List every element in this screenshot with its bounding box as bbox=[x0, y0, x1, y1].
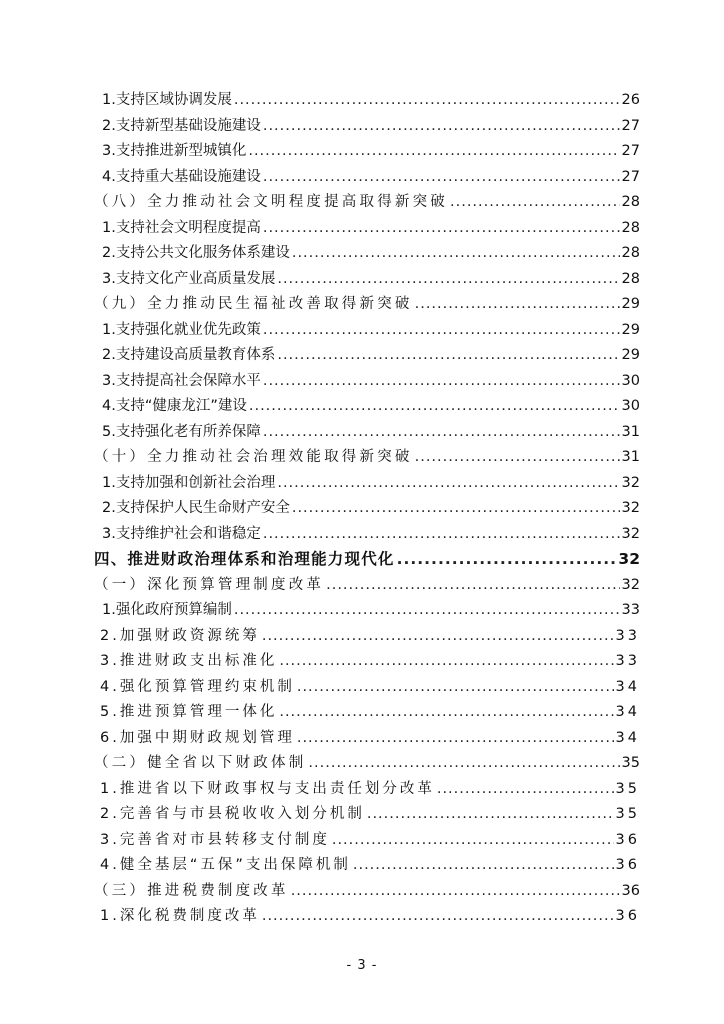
dot-leader bbox=[248, 139, 619, 165]
dot-leader bbox=[263, 369, 620, 395]
toc-entry[interactable] bbox=[94, 267, 640, 293]
toc-entry-page: 35 bbox=[615, 780, 640, 797]
toc-entry-title: 1.支持社会文明程度提高 bbox=[102, 219, 261, 236]
toc-entry-title: 2.支持保护人民生命财产安全 bbox=[102, 500, 290, 516]
toc-entry-page: 28 bbox=[621, 245, 640, 261]
toc-entry-title: 4.健全基层“五保”支出保障机制 bbox=[100, 857, 351, 873]
toc-entry-page: 31 bbox=[621, 449, 640, 465]
dot-leader bbox=[367, 802, 614, 828]
toc-section-entry[interactable] bbox=[94, 751, 640, 777]
dot-leader bbox=[263, 420, 620, 446]
toc-entry[interactable] bbox=[94, 369, 640, 395]
toc-entry-page: 29 bbox=[621, 321, 640, 338]
dot-leader bbox=[353, 853, 614, 879]
dot-leader bbox=[437, 777, 614, 803]
toc-chapter-entry[interactable] bbox=[94, 547, 640, 573]
toc-entry-title: 2.支持新型基础设施建设 bbox=[102, 117, 261, 134]
toc-entry[interactable] bbox=[94, 88, 640, 114]
toc-entry[interactable] bbox=[94, 649, 640, 675]
toc-entry-page: 27 bbox=[621, 117, 640, 134]
toc-entry-title: （二）健全省以下财政体制 bbox=[94, 755, 307, 771]
toc-entry[interactable] bbox=[94, 700, 640, 726]
toc-entry-page: 34 bbox=[615, 704, 640, 720]
dot-leader bbox=[332, 828, 614, 854]
toc-section-entry[interactable] bbox=[94, 190, 640, 216]
toc-entry-title: 3.支持维护社会和谐稳定 bbox=[102, 525, 261, 542]
dot-leader bbox=[263, 318, 620, 344]
toc-entry-page: 34 bbox=[615, 678, 640, 695]
dot-leader bbox=[326, 573, 619, 599]
toc-entry-page: 28 bbox=[621, 270, 640, 287]
toc-entry-page: 32 bbox=[621, 500, 640, 516]
toc-entry[interactable] bbox=[94, 777, 640, 803]
toc-entry[interactable] bbox=[94, 139, 640, 165]
toc-entry-title: 3.支持文化产业高质量发展 bbox=[102, 270, 276, 287]
table-of-contents bbox=[94, 88, 640, 930]
toc-entry[interactable] bbox=[94, 216, 640, 242]
dot-leader bbox=[415, 292, 620, 318]
toc-entry-title: 1.推进省以下财政事权与支出责任划分改革 bbox=[100, 780, 435, 797]
toc-entry-title: 2.完善省与市县税收收入划分机制 bbox=[100, 806, 365, 822]
toc-entry-page: 32 bbox=[618, 550, 640, 568]
toc-entry[interactable] bbox=[94, 318, 640, 344]
toc-entry-title: 1.支持区域协调发展 bbox=[102, 92, 232, 108]
toc-entry-page: 33 bbox=[615, 653, 640, 669]
dot-leader bbox=[292, 496, 620, 522]
toc-entry-page: 30 bbox=[621, 372, 640, 389]
toc-entry[interactable] bbox=[94, 802, 640, 828]
toc-entry[interactable] bbox=[94, 343, 640, 369]
toc-section-entry[interactable] bbox=[94, 573, 640, 599]
toc-entry-title: 2.加强财政资源统筹 bbox=[100, 627, 260, 644]
toc-entry[interactable] bbox=[94, 420, 640, 446]
dot-leader bbox=[262, 904, 614, 930]
toc-entry-page: 32 bbox=[621, 576, 640, 593]
toc-entry[interactable] bbox=[94, 853, 640, 879]
toc-entry-title: （十）全力推动社会治理效能取得新突破 bbox=[94, 449, 413, 465]
dot-leader bbox=[279, 700, 613, 726]
toc-entry-title: （八）全力推动社会文明程度提高取得新突破 bbox=[94, 194, 448, 210]
toc-entry-title: 4.支持重大基础设施建设 bbox=[102, 168, 261, 185]
toc-entry-page: 29 bbox=[621, 296, 640, 312]
toc-entry-title: （三）推进税费制度改革 bbox=[94, 882, 289, 899]
dot-leader bbox=[397, 547, 617, 573]
page-number: - 3 - bbox=[346, 958, 378, 973]
dot-leader bbox=[279, 649, 613, 675]
toc-entry[interactable] bbox=[94, 165, 640, 191]
toc-entry[interactable] bbox=[94, 522, 640, 548]
toc-entry-page: 36 bbox=[615, 857, 640, 873]
toc-entry[interactable] bbox=[94, 904, 640, 930]
toc-entry-page: 35 bbox=[615, 806, 640, 822]
toc-entry-page: 29 bbox=[621, 347, 640, 363]
toc-entry-page: 30 bbox=[621, 398, 640, 414]
toc-entry-page: 26 bbox=[621, 92, 640, 108]
toc-entry-page: 35 bbox=[621, 755, 640, 771]
toc-entry-title: （一）深化预算管理制度改革 bbox=[94, 576, 325, 593]
dot-leader bbox=[415, 445, 620, 471]
dot-leader bbox=[297, 726, 614, 752]
toc-entry[interactable] bbox=[94, 675, 640, 701]
toc-entry-title: 四、推进财政治理体系和治理能力现代化 bbox=[94, 550, 395, 568]
dot-leader bbox=[263, 216, 620, 242]
toc-entry[interactable] bbox=[94, 114, 640, 140]
toc-entry-page: 28 bbox=[621, 194, 640, 210]
toc-entry-title: 5.推进预算管理一体化 bbox=[100, 704, 278, 720]
toc-entry-page: 32 bbox=[621, 525, 640, 542]
dot-leader bbox=[234, 598, 620, 624]
dot-leader bbox=[308, 751, 619, 777]
dot-leader bbox=[277, 471, 619, 497]
toc-entry-title: 3.完善省对市县转移支付制度 bbox=[100, 831, 330, 848]
dot-leader bbox=[263, 114, 620, 140]
toc-entry-title: （九）全力推动民生福祉改善取得新突破 bbox=[94, 296, 413, 312]
toc-entry-title: 3.推进财政支出标准化 bbox=[100, 653, 278, 669]
toc-entry[interactable] bbox=[94, 471, 640, 497]
toc-entry[interactable] bbox=[94, 496, 640, 522]
toc-entry-page: 36 bbox=[621, 882, 640, 899]
toc-entry-page: 36 bbox=[615, 908, 640, 924]
toc-entry-page: 32 bbox=[621, 474, 640, 491]
dot-leader bbox=[277, 267, 619, 293]
dot-leader bbox=[277, 343, 619, 369]
toc-entry-title: 6.加强中期财政规划管理 bbox=[100, 729, 295, 746]
toc-entry[interactable] bbox=[94, 598, 640, 624]
toc-entry-title: 2.支持建设高质量教育体系 bbox=[102, 347, 276, 363]
toc-entry[interactable] bbox=[94, 241, 640, 267]
dot-leader bbox=[291, 879, 620, 905]
toc-entry-title: 4.强化预算管理约束机制 bbox=[100, 678, 295, 695]
toc-entry-title: 3.支持提高社会保障水平 bbox=[102, 372, 261, 389]
toc-entry-title: 5.支持强化老有所养保障 bbox=[102, 423, 261, 440]
toc-entry[interactable] bbox=[94, 394, 640, 420]
dot-leader bbox=[249, 394, 620, 420]
toc-entry-page: 27 bbox=[621, 143, 640, 159]
dot-leader bbox=[292, 241, 620, 267]
toc-entry-page: 27 bbox=[621, 168, 640, 185]
toc-section-entry[interactable] bbox=[94, 292, 640, 318]
toc-entry[interactable] bbox=[94, 726, 640, 752]
dot-leader bbox=[263, 522, 620, 548]
dot-leader bbox=[234, 88, 620, 114]
toc-section-entry[interactable] bbox=[94, 879, 640, 905]
toc-entry-page: 33 bbox=[621, 602, 640, 618]
toc-entry-title: 2.支持公共文化服务体系建设 bbox=[102, 245, 290, 261]
dot-leader bbox=[450, 190, 620, 216]
dot-leader bbox=[297, 675, 614, 701]
toc-entry-page: 36 bbox=[615, 831, 640, 848]
toc-section-entry[interactable] bbox=[94, 445, 640, 471]
toc-entry-title: 1.强化政府预算编制 bbox=[102, 602, 232, 618]
dot-leader bbox=[263, 165, 620, 191]
toc-entry-page: 31 bbox=[621, 423, 640, 440]
dot-leader bbox=[262, 624, 614, 650]
toc-entry[interactable] bbox=[94, 624, 640, 650]
toc-entry-title: 3.支持推进新型城镇化 bbox=[102, 143, 247, 159]
toc-entry-title: 1.支持加强和创新社会治理 bbox=[102, 474, 276, 491]
toc-entry-title: 4.支持“健康龙江”建设 bbox=[102, 398, 247, 414]
toc-entry-page: 33 bbox=[615, 627, 640, 644]
toc-entry-page: 28 bbox=[621, 219, 640, 236]
toc-entry-page: 34 bbox=[615, 729, 640, 746]
toc-entry[interactable] bbox=[94, 828, 640, 854]
toc-entry-title: 1.支持强化就业优先政策 bbox=[102, 321, 261, 338]
toc-entry-title: 1.深化税费制度改革 bbox=[100, 908, 260, 924]
